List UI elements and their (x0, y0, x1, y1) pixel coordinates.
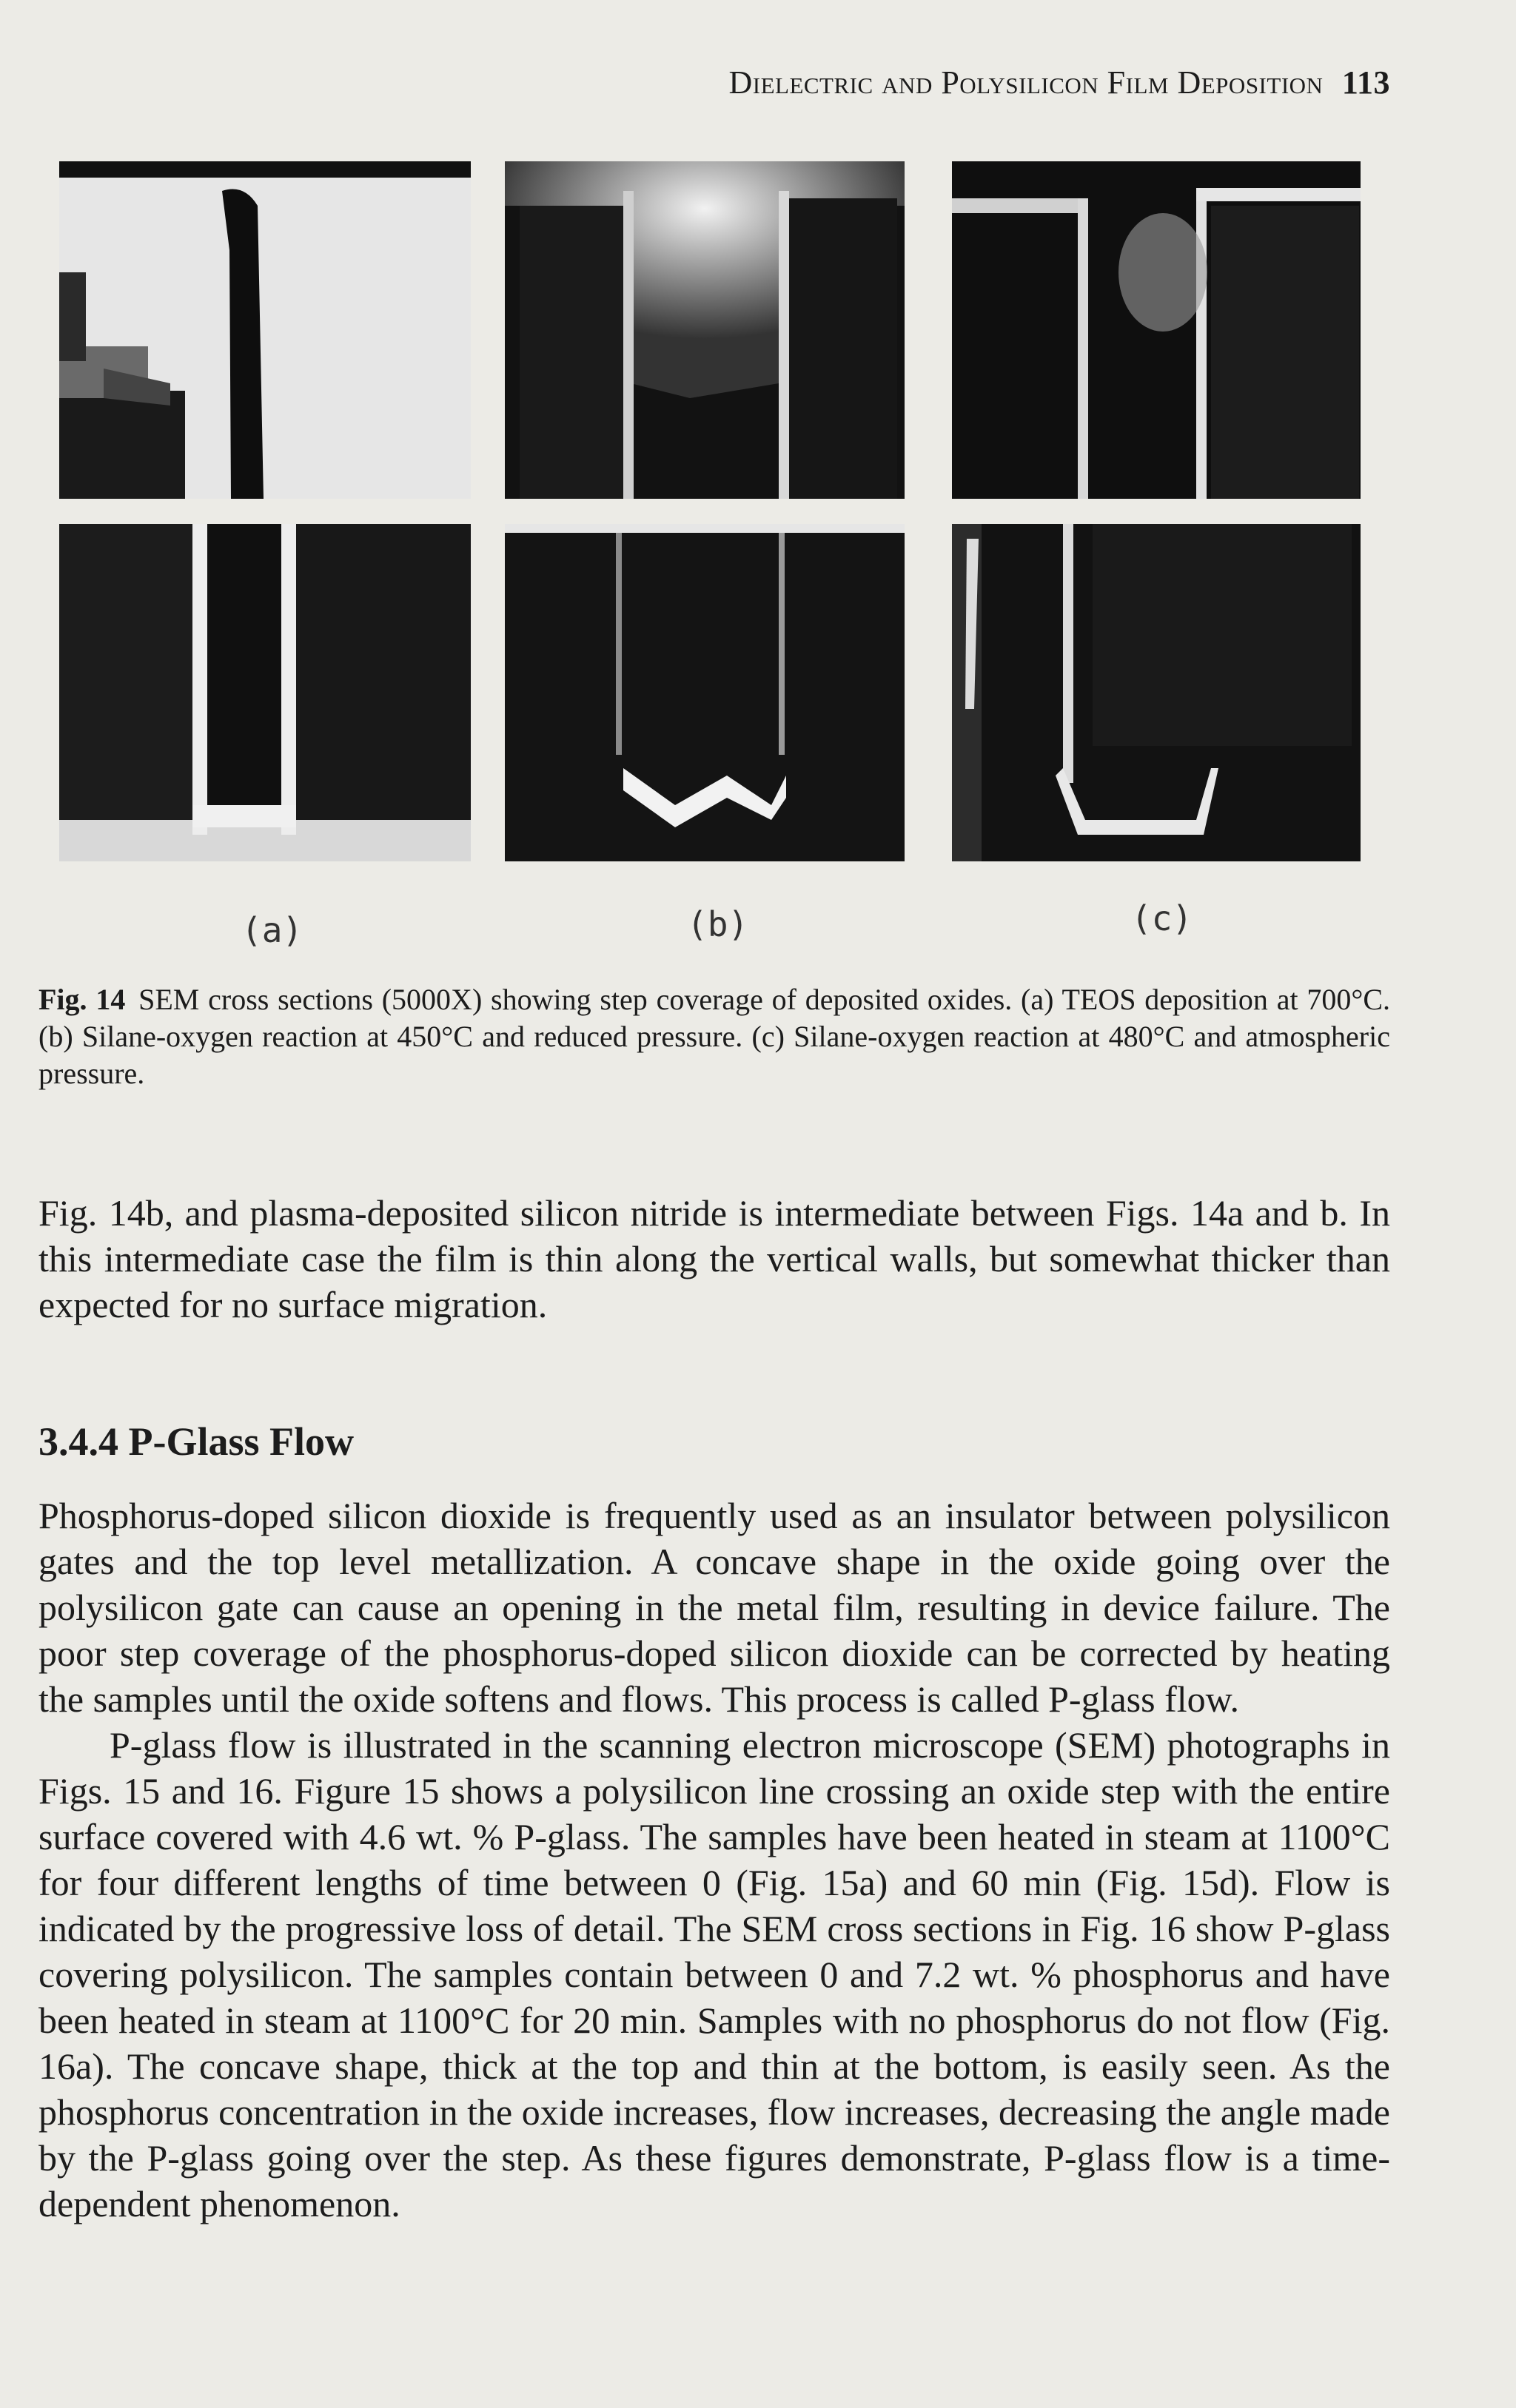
sem-photo-b-bottom (505, 524, 905, 861)
page-number: 113 (1341, 64, 1390, 101)
paragraph: P-glass flow is illustrated in the scanning electron microscope (SEM) photographs in Figs. 15 and 16. Figure 15 shows a polysilicon line crossing an oxide step with the entire surface covered with 4.6 wt. % P-glass. The samples have been heated in steam at 1100°C for four different lengths of time between 0 (Fig. 15a) and 60 min (Fig. 15d). Flow is indicated by the progressive loss of detail. The SEM cross sections in Fig. 16 show P-glass covering polysilicon. The samples contain between 0 and 7.2 wt. % phosphorus and have been heated in steam at 1100°C for 20 min. Samples with no phosphorus do not flow (Fig. 16a). The concave shape, thick at the top and thin at the bottom, is easily seen. As the phosphorus concentration in the oxide increases, flow increases, decreasing the angle made by the P-glass going over the step. As these figures demonstrate, P-glass flow is a time-dependent phenomenon. (38, 1724, 1390, 2224)
continued-paragraph (38, 1190, 1390, 1328)
figure-caption (38, 981, 1390, 1092)
running-title: Dielectric and Polysilicon Film Deposition (728, 64, 1324, 101)
paragraph: Fig. 14b, and plasma-deposited silicon nitride is intermediate between Figs. 14a and b. In this intermediate case the film is thin along the vertical walls, but somewhat thicker than expected for no surface migration. (38, 1192, 1390, 1325)
sem-photo-c-bottom (952, 524, 1361, 861)
sem-photo-b-top (505, 161, 905, 499)
panel-label-b: (b) (687, 904, 749, 944)
panel-label-a: (a) (241, 910, 303, 950)
sem-photo-a-bottom (59, 524, 471, 861)
panel-label-c: (c) (1131, 898, 1193, 938)
running-head (728, 64, 1390, 101)
sem-photo-a-top (59, 161, 471, 499)
paragraph: Phosphorus-doped silicon dioxide is frequently used as an insulator between polysilicon gates and the top level metallization. A concave shape in the oxide going over the polysilicon gate can cause an opening in the metal film, resulting in device failure. The poor step coverage of the phosphorus-doped silicon dioxide can be corrected by heating the samples until the oxide softens and flows. This process is called P-glass flow. (38, 1495, 1390, 1720)
figure-number: Fig. 14 (38, 983, 126, 1016)
section-body (38, 1493, 1390, 2227)
figure-caption-text: SEM cross sections (5000X) showing step coverage of deposited oxides. (a) TEOS deposition at 700°C. (b) Silane-oxygen reaction at 450°C and reduced pressure. (c) Silane-oxygen reaction at 480°C and atmospheric pressure. (38, 983, 1391, 1090)
sem-photo-c-top (952, 161, 1361, 499)
section-heading: 3.4.4 P-Glass Flow (38, 1419, 354, 1464)
